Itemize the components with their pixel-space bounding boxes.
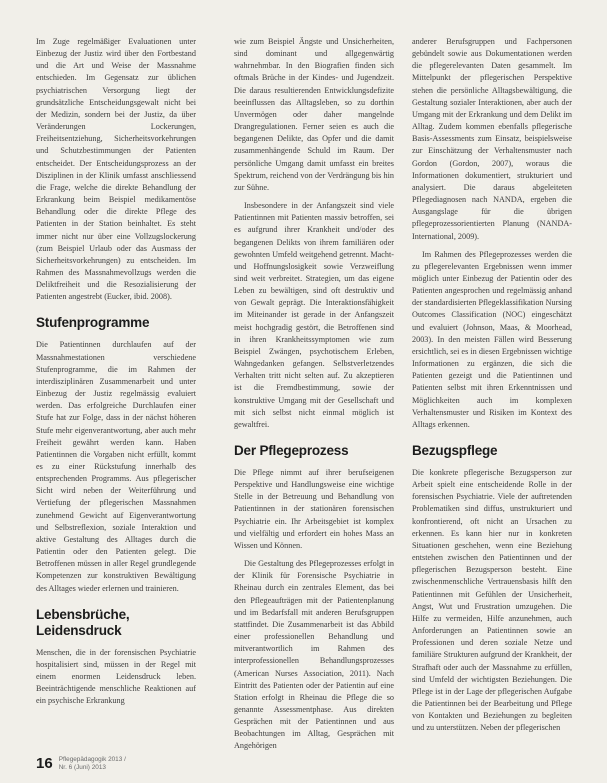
page-footer	[36, 756, 126, 772]
paragraph: Die Pflege nimmt auf ihrer berufseigenen Perspektive und Handlungsweise eine wichtige Stelle in der Betreuung und Behandlung von Patientinnen in der stationären forensischen Psychiatrie ein. Ihr Arbeitsgebiet ist komplex und vielfältig und erfordert ein hohes Mass an Wissen und Können.	[234, 468, 394, 550]
paragraph: Die Gestaltung des Pflegeprozesses erfolgt in der Klinik für Forensische Psychiatrie in Rheinau durch ein zentrales Element, das bei den Pflegeaufträgen mit der Patientenplanung und im Bedarfsfall mit anderen Berufsgruppen stattfindet. Die Zusammenarbeit ist das Abbild einer professionellen Behandlung und mitverantwortlich im Rahmen des interprofessionellen Behandlungsprozesses (American Nurses Association, 2011). Nach Eintritt des Patienten oder der Patientin auf eine Station erfolgt in Rheinau die Pflege die so genannte Assessmentphase. Aus direkten Gesprächen mit der Patientinnen und aus Beobachtungen im Alltag, Gesprächen mit Angehörigen	[234, 559, 394, 751]
text-column-1	[36, 36, 196, 714]
section-heading-lebensbrueche: Lebensbrüche, Leidensdruck	[36, 606, 130, 638]
section-heading-bezugspflege: Bezugspflege	[412, 443, 498, 458]
paragraph: Im Rahmen des Pflegeprozesses werden die zu pflegerelevanten Ergebnissen wenn immer möglich unter Einbezug der Patientin oder des Patienten angesprochen und regelmässig anhand der standardisierten Pflegeklassifikation Nursing Outcomes Classification (NOC) eingeschätzt und evaluiert (Johnson, Maas, & Moorhead, 2003). In den meisten Fällen wird Besserung ersichtlich, sei es in diesen Ergebnissen wichtige Informationen zu ergänzen, die sich die Patienten gezeigt und die Patientinnen und Patienten selbst mit ihren Erkenntnissen und Möglichkeiten auch im komplexen Verhaltensmuster und Risiken im Kontext des Alltags erkennen.	[412, 249, 572, 429]
text-column-3	[412, 36, 572, 740]
journal-reference	[59, 756, 126, 771]
section-heading-pflegeprozess: Der Pflegeprozess	[234, 443, 349, 458]
text-column-2	[234, 36, 394, 759]
paragraph: Menschen, die in der forensischen Psychiatrie hospitalisiert sind, müssen in der Regel mit einem enormen Leidensdruck leben. Beeinträchtigende menschliche Reaktionen auf ein psychische Erkrankung	[36, 647, 196, 706]
journal-line: Pflegepädagogik 2013 /	[58, 756, 126, 763]
paragraph: Insbesondere in der Anfangszeit sind viele Patientinnen mit Patienten massiv betroffen, sei es aufgrund ihrer Krankheit und/oder des begangenen Delikts von ihrem familiären oder gewohnten Umfeld weitgehend getrennt. Macht- und Hoffnungslosigkeit sowie Verzweiflung sind weit verbreitet. Strategien, um das eigene Leben zu bewältigen, sind oft destruktiv und von Gewalt geprägt. Die Interaktionsfähigkeit im Miteinander ist gerade in der Anfangszeit meist hochgradig gestört, die Betroffenen sind in ihren Krankheitssymptomen wie zum Beispiel Zwängen, psychotischem Erleben, Wahngedanken gefangen. Selbstverletzendes Verhalten tritt nicht selten auf. Zu akzeptieren ist die Fremdbestimmung, sowie der konstruktive Umgang mit der Gesellschaft und mit sich selbst nicht einmal möglich ist gewaltfrei.	[234, 201, 394, 429]
page-number: 16	[36, 755, 53, 772]
journal-line: Nr. 6 (Juni) 2013	[58, 763, 106, 771]
paragraph: wie zum Beispiel Ängste und Unsicherheiten, sind dominant und allgegenwärtig wahrnehmbar. In den Biografien finden sich oftmals Brüche in der Kindes- und Jugendzeit. Die daraus resultierenden Entwicklungsdefizite beeinflussen das Alltagsleben, so zu dorthin Unvermögen oder daher mangelnde Drangregulationen. Ferner seien es auch die begangenen Delikte, das Opfer und die damit zusammenhängende Schuld im Raum. Der persönliche Umgang damit umfasst ein breites Spektrum, reichend von der Verdrängung bis hin zur Sühne.	[234, 37, 394, 192]
paragraph: Im Zuge regelmäßiger Evaluationen unter Einbezug der Justiz wird über den Fortbestand und die Art und Weise der Massnahme entschieden. Im Gegensatz zur üblichen psychiatrischen Versorgung liegt der grundsätzliche Entscheidungsgewalt nicht bei der Medizin, sondern bei der Justiz, da über Veränderungen Lockerungen, Freiheitsentziehung, Sicherheitsvorkehrungen und Schutzbestimmungen der Patienten entscheidet. Der Entscheidungsprozess an der Disziplinen in der Klinik umfasst anschliessend die Frage, welche die direkte Behandlung der Erkrankung beim Beispiel medikamentöse Behandlung oder die direkte Pflege des Patienten in der Station beinhaltet. Es steht immer nicht nur über eine Vollzugslockerung (zum Beispiel Urlaub oder das Ausmass der Sicherheitsvorkehrungen) zu entscheiden. Im Rahmen des Massnahmevollzugs werden die Deliktfreiheit und die Resozialisierung der Patienten angestrebt (Eucker, ibid. 2008).	[36, 37, 196, 302]
paragraph: Die konkrete pflegerische Bezugsperson zur Arbeit spielt eine entscheidende Rolle in der forensischen Psychiatrie. Viele der auftretenden Problematiken sind diffus, unstrukturiert und konfrontierend, oft nicht an Ursachen zu erkennen. Es kann hier nur in konkreten Situationen geschehen, wenn eine Beziehung entstehen zwischen den Patientinnen und der pflegerischen Bezugsperson besteht. Eine zwischenmenschliche Vertrauensbasis hilft den Patientinnen mit Gefühlen der Unsicherheit, Angst, Wut und Frustration umzugehen. Die Hilfe zu vermeiden, Hilfe anzunehmen, auch Anforderungen an Patientinnen sowie an Professionen und deren soziale Netze und familiäre Strukturen aufgrund der Krankheit, der Strafhaft oder auch der Massnahme zu erfüllen, sind Umfeld der wichtigsten Beziehungen. Die Pflege ist in der Lage der pflegerischen Aufgabe die Patientinnen bei der Bearbeitung und Pflege von Kontakten und Beziehungen zu begleiten und zu unterstützen. Neben der pflegerischen	[412, 468, 572, 733]
section-heading-stufenprogramme: Stufenprogramme	[36, 315, 150, 331]
paragraph: Die Patientinnen durchlaufen auf der Massnahmestationen verschiedene Stufenprogramme, die im Rahmen der interdisziplinären Zusammenarbeit und unter Einbezug der Justiz regelmässig evaluiert werden. Das erfolgreiche Durchlaufen einer Stufe hat zur Folge, dass in der nächst höheren Stufe mehr eigenverantwortung, aber auch mehr Freiheit gewährt werden kann. Haben Patientinnen die Vorgaben nicht erfüllt, kommt es zu einer Rückstufung innerhalb des entsprechenden Programms. Aus pflegerischer Sicht wird neben der Weiterführung und Vertiefung der pflegerischen Massnahmen zunehmend Gewicht auf Eigenverantwortung und Selbstreflexion, soziale Interaktion und aktive Gestaltung des Alltages durch die Patientin oder den Patienten gelegt. Die Betroffenen müssen in aller Regel grundlegende Kompetenzen zur konstruktiven Bewältigung des Alltages wieder erlernen und trainieren.	[36, 340, 196, 593]
paragraph: anderer Berufsgruppen und Fachpersonen gebündelt sowie aus Dokumentationen werden die pflegerelevanten Daten gesammelt. Im Mittelpunkt der pflegerischen Perspektive stehen die persönliche Alltagsbewältigung, die Gestaltung sozialer Interaktionen, aber auch der Umgang mit der Erkrankung und dem Delikt im Alltag. Zudem kommen ebenfalls pflegerische Basis-Assessments zum Einsatz, beispielsweise zur Einschätzung der Verhaltensmuster nach Gordon (Gordon, 2007), woraus die Informationen dokumentiert, strukturiert und analysiert. Die daraus abgeleiteten Pflegediagnosen nach NANDA, ergeben die Ausgangslage für die übrigen pflegeprozessorientierten Planung (NANDA-International, 2009).	[412, 37, 572, 241]
